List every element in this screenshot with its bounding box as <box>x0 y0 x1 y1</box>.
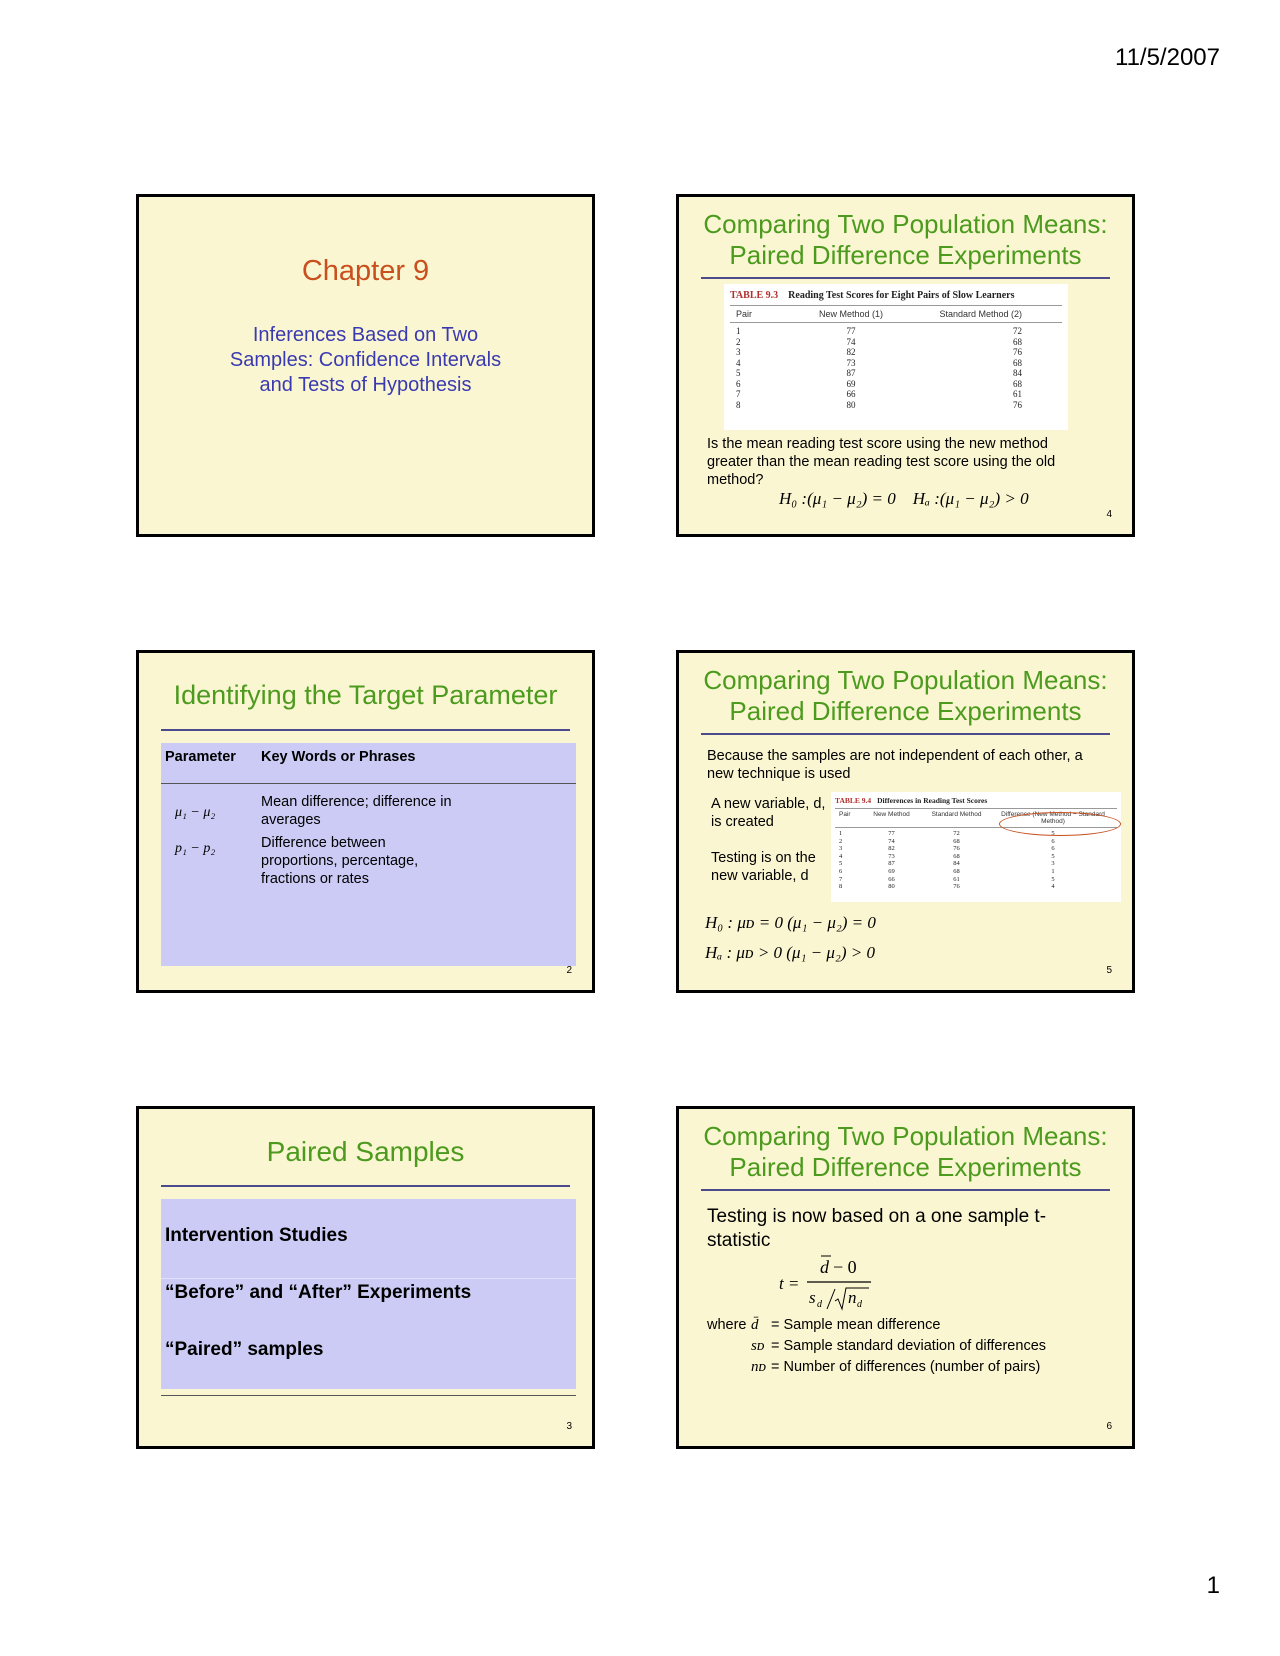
definitions <box>707 1315 1046 1378</box>
title-divider <box>161 1185 570 1187</box>
subtitle-line: and Tests of Hypothesis <box>259 374 472 396</box>
null-hypothesis: H₀ : μᴅ = 0 (μ₁ − μ₂) = 0 <box>705 913 876 932</box>
list-item: “Paired” samples <box>165 1339 324 1360</box>
column-header: Standard Method (2) <box>939 309 1022 319</box>
slide-4 <box>676 194 1135 537</box>
table-cell: 7 <box>736 389 741 399</box>
table-label: TABLE 9.4 <box>835 796 872 805</box>
testing-text: Testing is on the new variable, d <box>711 850 816 884</box>
table-cell: 3 <box>736 347 741 357</box>
table-cell: 6 <box>1051 845 1055 853</box>
header-divider <box>161 783 576 784</box>
column-header: Parameter <box>165 749 236 765</box>
table-cell: 4 <box>736 357 741 368</box>
column-header: Pair <box>736 309 753 319</box>
table-cell: 73 <box>846 357 856 368</box>
table-cell: 5 <box>1051 875 1055 883</box>
parameter-symbol: μ₁ − μ₂ <box>175 805 216 820</box>
table-row <box>835 853 1117 861</box>
table-cell: 66 <box>846 389 856 399</box>
table-cell: 4 <box>1051 883 1055 891</box>
table-row <box>730 337 1062 348</box>
highlight-oval <box>999 812 1121 836</box>
table-body <box>724 326 1068 410</box>
table-cell: 69 <box>888 867 895 875</box>
slide-subtitle <box>139 323 592 398</box>
column-header: Pair <box>839 811 851 818</box>
table-label: TABLE 9.3 <box>730 290 779 301</box>
table-row <box>730 400 1062 411</box>
table-cell: 1 <box>839 830 843 837</box>
table-cell: 68 <box>1013 336 1022 347</box>
title-line: Paired Difference Experiments <box>729 240 1082 270</box>
title-line: Paired Difference Experiments <box>729 696 1082 726</box>
title-line: Comparing Two Population Means: <box>703 665 1108 695</box>
table-cell: 66 <box>888 875 895 883</box>
table-row <box>730 358 1062 369</box>
new-variable-text: A new variable, d, is created <box>711 796 826 830</box>
title-line: Comparing Two Population Means: <box>703 1121 1108 1151</box>
slide-title <box>679 209 1132 271</box>
title-line: Paired Difference Experiments <box>729 1152 1082 1182</box>
table-cell: 72 <box>953 830 960 837</box>
item-divider <box>161 1278 576 1279</box>
table-cell: 68 <box>1013 357 1022 368</box>
table-cell: 68 <box>1013 378 1022 389</box>
slide-3 <box>136 1106 595 1449</box>
table-cell: 61 <box>1013 389 1022 399</box>
definition-text: = Sample mean difference <box>771 1317 941 1333</box>
table-cell: 74 <box>888 837 895 845</box>
title-divider <box>161 729 570 731</box>
table-row <box>730 368 1062 379</box>
null-hypothesis: H₀ :(μ₁ − μ₂) = 0 <box>779 489 896 508</box>
slide-title: Chapter 9 <box>301 255 430 287</box>
table-9-3 <box>724 284 1068 430</box>
parameter-keywords: Difference between proportions, percentage, fractions or rates <box>261 835 419 887</box>
paired-samples-list <box>161 1199 576 1389</box>
table-cell: 77 <box>888 830 895 837</box>
title-divider <box>701 277 1110 279</box>
table-cell: 76 <box>1013 347 1022 357</box>
table-caption <box>831 792 1121 805</box>
lead-text: Testing is now based on a one sample t-statistic <box>707 1206 1047 1251</box>
table-row <box>835 860 1117 868</box>
svg-text:d: d <box>817 1299 822 1310</box>
svg-text:n: n <box>848 1288 857 1307</box>
slide-number: 2 <box>566 965 572 976</box>
table-cell: 68 <box>953 837 960 845</box>
svg-text:d: d <box>820 1257 829 1277</box>
slide-title <box>679 1121 1132 1183</box>
slide-6 <box>676 1106 1135 1449</box>
t-statistic-formula <box>779 1251 889 1311</box>
table-cell: 84 <box>1013 368 1022 378</box>
table-row <box>730 347 1062 358</box>
table-cell: 84 <box>953 860 960 868</box>
table-cell: 68 <box>953 867 960 875</box>
table-row <box>730 379 1062 390</box>
table-cell: 80 <box>888 883 895 891</box>
parameter-table <box>161 743 576 966</box>
subtitle-line: Inferences Based on Two <box>252 324 479 346</box>
definition-text: = Sample standard deviation of differences <box>771 1338 1047 1354</box>
table-row <box>835 838 1117 846</box>
svg-text:d: d <box>857 1299 862 1310</box>
slide-title <box>679 665 1132 727</box>
list-item: “Before” and “After” Experiments <box>165 1282 472 1303</box>
column-header: Key Words or Phrases <box>261 749 416 765</box>
definition-symbol: sᴅ <box>751 1338 765 1354</box>
alternative-hypothesis: Hₐ : μᴅ > 0 (μ₁ − μ₂) > 0 <box>705 943 875 962</box>
table-cell: 6 <box>736 378 741 389</box>
column-header: Standard Method <box>931 811 982 818</box>
table-cell: 69 <box>846 378 856 389</box>
table-row <box>835 845 1117 853</box>
table-header <box>730 305 1062 323</box>
slide-number: 4 <box>1106 509 1112 520</box>
table-cell: 61 <box>953 875 960 883</box>
intro-text: Because the samples are not independent of each other, a new technique is used <box>707 748 1083 782</box>
bottom-divider <box>161 1395 576 1396</box>
table-cell: 6 <box>839 867 843 875</box>
table-cell: 82 <box>888 845 895 853</box>
hypotheses <box>779 489 1029 509</box>
table-row <box>730 326 1062 337</box>
table-cell: 87 <box>888 860 895 868</box>
table-cell: 3 <box>1051 860 1055 868</box>
column-header: New Method <box>873 811 910 818</box>
list-item: Intervention Studies <box>165 1225 348 1246</box>
table-cell: 8 <box>736 399 741 410</box>
table-row <box>730 389 1062 400</box>
table-cell: 5 <box>1051 830 1055 837</box>
table-cell: 1 <box>736 326 741 336</box>
page-number: 1 <box>1206 1572 1220 1599</box>
table-cell: 76 <box>953 845 960 853</box>
table-cell: 74 <box>846 336 856 347</box>
table-cell: 72 <box>1013 326 1022 336</box>
title-divider <box>701 1189 1110 1191</box>
question-text: Is the mean reading test score using the new method greater than the mean reading test score using the old method? <box>707 436 1056 488</box>
definition-symbol: nᴅ <box>751 1359 767 1375</box>
svg-text:t: t <box>779 1274 784 1293</box>
table-cell: 8 <box>839 883 843 891</box>
slide-number: 3 <box>566 1421 572 1432</box>
definition-symbol: d̄ <box>751 1317 759 1333</box>
table-caption-text: Differences in Reading Test Scores <box>877 796 988 805</box>
slide-5 <box>676 650 1135 993</box>
table-cell: 1 <box>1051 867 1055 875</box>
slide-number: 5 <box>1106 965 1112 976</box>
subtitle-line: Samples: Confidence Intervals <box>229 349 502 371</box>
table-cell: 3 <box>839 845 843 853</box>
table-cell: 68 <box>953 852 960 860</box>
table-cell: 76 <box>1013 399 1022 410</box>
column-header: New Method (1) <box>818 309 884 319</box>
svg-text:=: = <box>789 1274 799 1293</box>
table-cell: 80 <box>846 399 856 410</box>
table-cell: 6 <box>1051 837 1055 845</box>
slide-title: Identifying the Target Parameter <box>173 680 558 710</box>
svg-text:s: s <box>809 1288 816 1307</box>
svg-text:− 0: − 0 <box>833 1257 857 1277</box>
definition-row <box>707 1336 1046 1357</box>
slide-2 <box>136 650 595 993</box>
table-cell: 5 <box>1051 852 1055 860</box>
table-row <box>835 883 1117 891</box>
parameter-symbol: p₁ − p₂ <box>175 841 216 856</box>
table-9-4 <box>831 792 1121 902</box>
slide-number: 6 <box>1106 1421 1112 1432</box>
table-cell: 87 <box>846 368 856 378</box>
table-cell: 2 <box>839 837 843 845</box>
definition-row <box>707 1357 1046 1378</box>
parameter-keywords: Mean difference; difference in averages <box>261 794 452 828</box>
alternative-hypothesis: Hₐ :(μ₁ − μ₂) > 0 <box>912 489 1029 508</box>
table-cell: 76 <box>953 883 960 891</box>
table-cell: 7 <box>839 875 843 883</box>
slide-1 <box>136 194 595 537</box>
table-cell: 82 <box>846 347 856 357</box>
title-divider <box>701 733 1110 735</box>
slide-title: Paired Samples <box>266 1136 465 1167</box>
definition-row <box>707 1315 1046 1336</box>
table-caption <box>724 284 1068 301</box>
table-row <box>835 868 1117 876</box>
title-line: Comparing Two Population Means: <box>703 209 1108 239</box>
table-cell: 5 <box>839 860 843 868</box>
table-caption-text: Reading Test Scores for Eight Pairs of Slow Learners <box>788 290 1015 301</box>
table-cell: 2 <box>736 336 741 347</box>
table-cell: 4 <box>839 852 843 860</box>
where-label: where <box>707 1317 747 1333</box>
column-header: Difference (New Method − Standard Method) <box>1001 811 1105 825</box>
table-cell: 77 <box>846 326 856 336</box>
table-cell: 73 <box>888 852 895 860</box>
table-row <box>835 876 1117 884</box>
definition-text: = Number of differences (number of pairs) <box>771 1359 1041 1375</box>
table-cell: 5 <box>736 368 741 378</box>
table-body <box>831 830 1121 891</box>
page-date: 11/5/2007 <box>1115 44 1220 71</box>
